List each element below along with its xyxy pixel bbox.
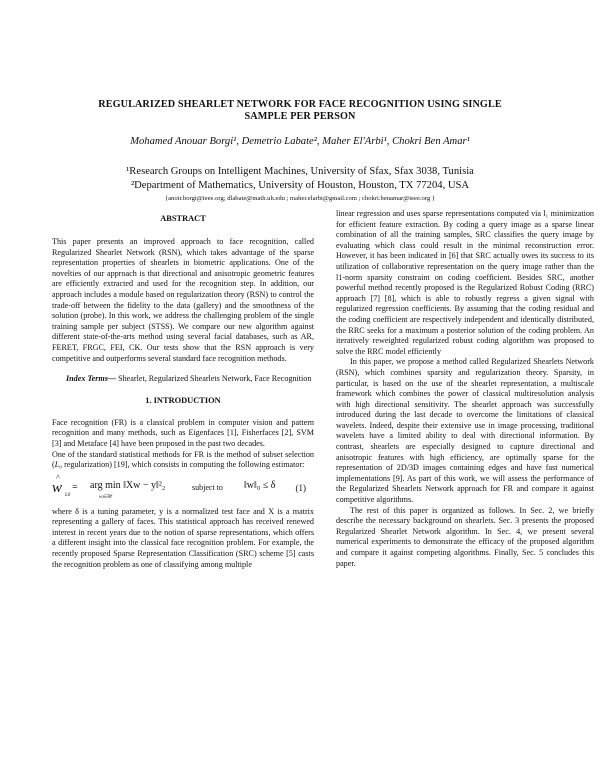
index-terms-label: Index Terms— [66, 374, 117, 384]
right-paragraph-3: The rest of this paper is organized as follows. In Sec. 2, we briefly describe the necessary background on shearlets. Sec. 3 presents the proposed Regularized Shearlet Network algorithm. In Sec. 4, we present several numerical experiments to demonstrate the efficacy of the proposed algorithm and compare it against competing algorithms. Finally, Sec. 5 concludes this paper. [336, 505, 594, 568]
intro-paragraph-1: Face recognition (FR) is a classical problem in computer vision and pattern recognition and many methods, such as Eigenfaces [1], Fisherfaces [2], SVM [3] and Metaface [4] have been proposed in the past two decades. [52, 417, 314, 448]
affiliation-2: ²Department of Mathematics, University of Houston, Houston, TX 77204, USA [130, 180, 470, 191]
l0-symbol: L₀ [54, 460, 63, 470]
equation-domain: w∈ℝⁿ [99, 494, 113, 500]
author-emails: {anoir.borgi@ieee.org; dlabate@math.uh.edu ; maher.elarbi@gmail.com ; chokri.benamar@ieee.org } [164, 195, 436, 202]
intro-paragraph-3: where δ is a tuning parameter, y is a normalized test face and X is a matrix representing a gallery of faces. This statistical approach has received renewed interest in recent years due to the notion of sparse representations, which offers a different insight into the classical face recognition problem. For example, the recently proposed Sparse Representation Classification (SRC) scheme [5] casts the recognition problem as one of classifying among multiple [52, 506, 314, 569]
right-column [336, 209, 594, 569]
equation-estimator-subscript: L0 [65, 492, 71, 498]
abstract-heading: ABSTRACT [160, 214, 206, 223]
equation-1 [52, 472, 314, 503]
equation-constraint: ‖w‖₀ ≤ δ [244, 479, 276, 491]
equation-subject-to: subject to [192, 482, 223, 492]
equation-objective: arg min ‖Xw − y‖²₂ [90, 479, 166, 491]
index-terms-text: Shearlet, Regularized Shearlets Network, Face Recognition [116, 374, 312, 384]
paper-title: REGULARIZED SHEARLET NETWORK FOR FACE RECOGNITION USING SINGLE SAMPLE PER PERSON [98, 99, 502, 122]
author-list: Mohamed Anouar Borgi¹, Demetrio Labate², Maher El'Arbi¹, Chokri Ben Amar¹ [130, 136, 470, 147]
left-column [52, 209, 314, 570]
right-paragraph-1: linear regression and uses sparse representations computed via l₁ minimization for efficient feature extraction. By coding a query image as a sparse linear combination of all the training samples, SRC classifies the query image by evaluating which class could result in the minimal reconstruction error. However, it has been indicated in [6] that SRC actually owes its success to its utilization of collaborative representation on the query image rather than the l1-norm sparsity constraint on coding coefficient. Besides SRC, another powerful method recently proposed is the Regularized Robust Coding (RRC) approach [7] [8], which is able to robustly regress a given signal with regularized regression coefficients. By assuming that the coding residual and the coding coefficient are respectively independent and identically distributed, the RRC seeks for a maximum a posterior solution of the coding problem. An iteratively reweighted regularized robust coding algorithm was proposed to solve the RRC model efficiently [336, 209, 594, 356]
equation-equals-sign: = [72, 481, 78, 493]
introduction-heading: 1. INTRODUCTION [145, 395, 221, 405]
abstract-text: This paper presents an improved approach to face recognition, called Regularized Shearlet Network (RSN), which takes advantage of the sparse representation properties of shearlets in biometric applications. One of the novelties of our approach is that directional and anisotropic geometric features are efficiently extracted and used for the recognition step. In addition, our approach includes a module based on regularization theory (RSN) to control the trade-off between the fidelity to the data (gallery) and the smoothness of the solution (probe). In this work, we address the challenging problem of the single training sample per subject (STSS). We compare our new algorithm against different state-of-the-arts method using several facial databases, such as AR, FERET, FRGC, FEI, CK. Our tests show that the RSN approach is very competitive and outperforms several standard face recognition methods. [52, 237, 314, 363]
equation-hat-glyph: ^ [56, 472, 60, 482]
affiliation-1: ¹Research Groups on Intelligent Machines, University of Sfax, Sfax 3038, Tunisia [126, 166, 474, 177]
equation-number: (1) [295, 482, 306, 493]
intro-paragraph-2 [52, 450, 314, 471]
index-terms [52, 374, 314, 385]
equation-estimator-symbol: w [52, 479, 63, 496]
right-paragraph-2: In this paper, we propose a method called Regularized Shearlets Network (RSN), which combines sparsity and regularization theory. Sparsity, in particular, is based on the use of the shearlet representation, a multiscale framework which combines the power of classical multiresolution analysis with high directional sensitivity. The shearlet approach was successfully introduced during the last decade to overcome the limitations of classical wavelets. Indeed, despite their extensive use in image processing, traditional wavelets have a limited ability to deal with directional information. By contrast, shearlets are especially designed to capture directional and anisotropic features with high efficiency, are optimally sparse for the representation of 2D/3D images containing edges and have fast numerical implementations [9]. As part of this work, we will assess the performance of the Regularized Shearlets Network approach for FR and compare it against competitive algorithms. [336, 357, 594, 505]
intro-p2-before: One of the standard statistical methods for FR is the method of subset selection ( [52, 449, 314, 470]
intro-p2-after: regularization) [19], which consists in computing the following estimator: [62, 460, 305, 470]
